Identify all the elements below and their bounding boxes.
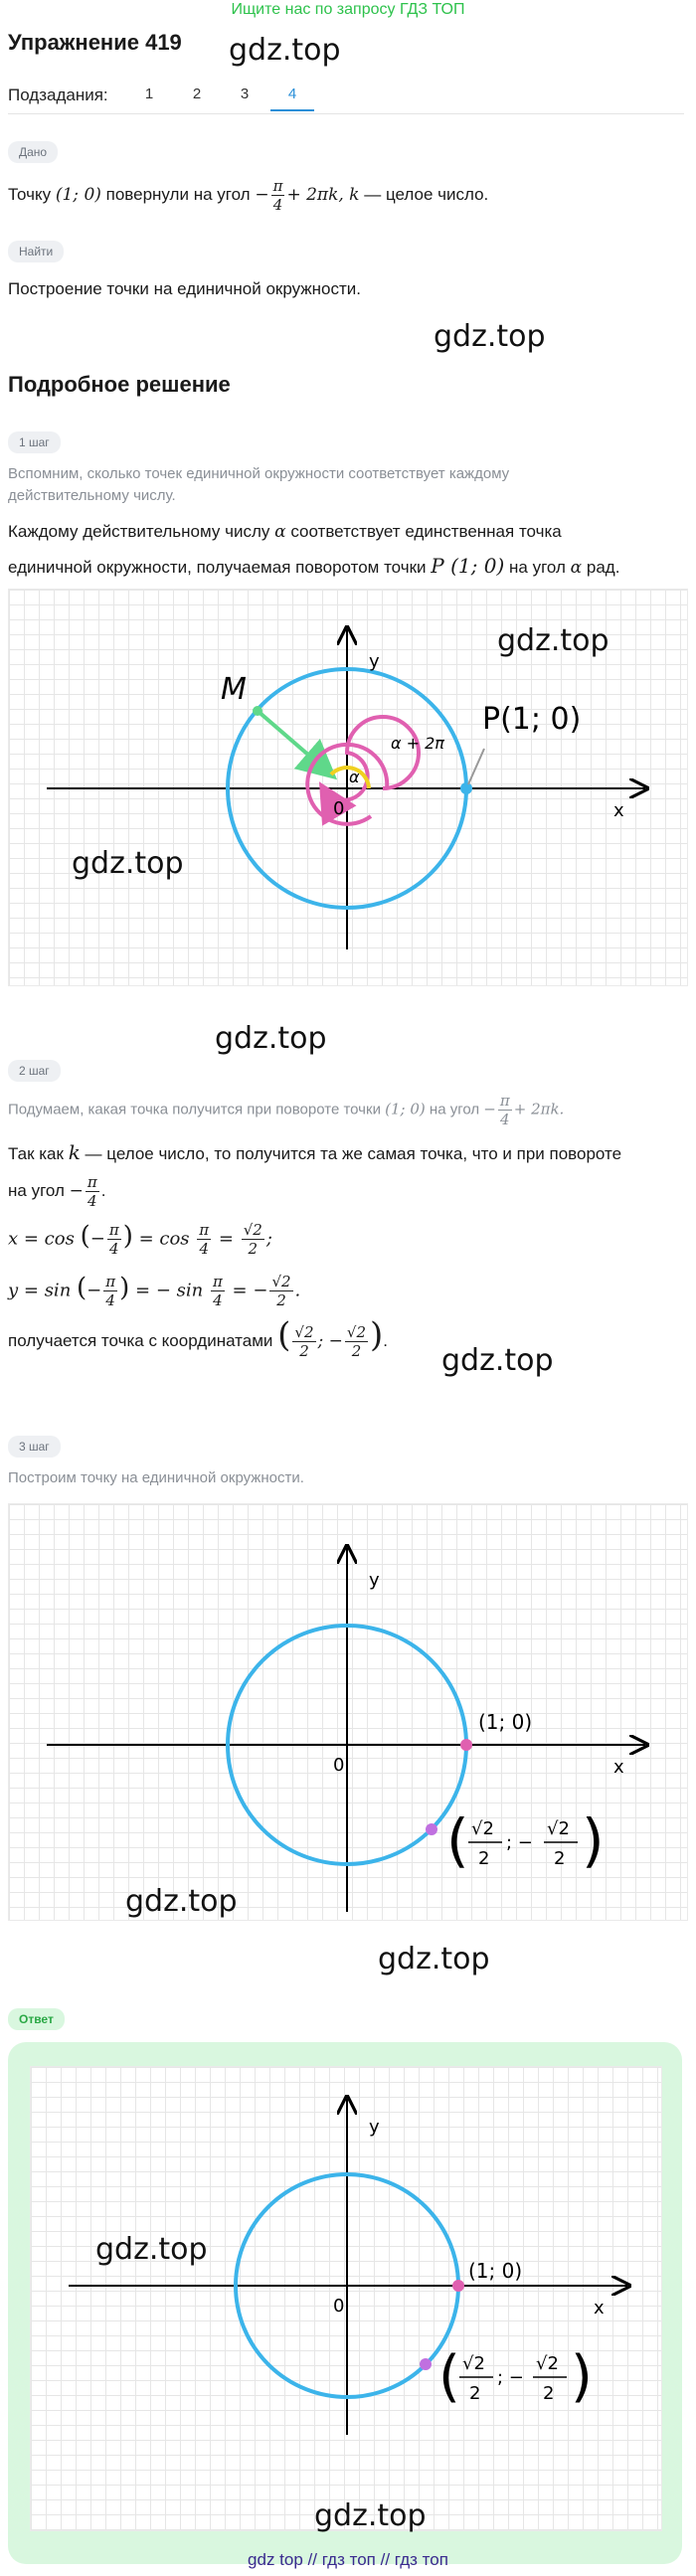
find-badge: Найти xyxy=(8,241,64,262)
svg-text:): ) xyxy=(571,2344,593,2409)
given-plus-term: + 2πk, k xyxy=(286,184,360,205)
label-point-1-0: (1; 0) xyxy=(478,1710,533,1734)
svg-text:(: ( xyxy=(438,2344,460,2409)
label-sqrt2-b: √2 xyxy=(547,1818,570,1839)
given-point: (1; 0) xyxy=(55,184,101,205)
footer-separator: // xyxy=(307,2550,317,2569)
answer-badge: Ответ xyxy=(8,2008,65,2030)
solution-title: Подробное решение xyxy=(8,372,231,397)
unit-circle-graph-2 xyxy=(8,1503,688,1921)
given-fraction: $\frac{\pi}{4}$ xyxy=(272,177,283,214)
label-point-1-0: (1; 0) xyxy=(468,2259,523,2283)
step1-badge: 1 шаг xyxy=(8,431,61,453)
step2-badge: 2 шаг xyxy=(8,1060,61,1082)
footer-link-1[interactable]: gdz top xyxy=(248,2550,303,2569)
point-P xyxy=(460,782,472,794)
subtask-tab-2[interactable]: 2 xyxy=(192,86,202,102)
label-y-axis: y xyxy=(369,2117,380,2138)
pointer-P xyxy=(468,749,484,784)
label-P: P(1; 0) xyxy=(482,702,582,737)
step2-line1: Так как k — целое число, то получится та же самая точка, что и при повороте xyxy=(8,1140,622,1164)
label-M: M xyxy=(221,672,247,707)
page-title: Упражнение 419 xyxy=(8,30,182,55)
svg-text:√2: √2 xyxy=(536,2353,559,2374)
label-origin: 0 xyxy=(333,798,345,819)
watermark: gdz.top xyxy=(497,623,609,658)
svg-text:; −: ; − xyxy=(497,2367,524,2388)
step1-line2: единичной окружности, получаемая поворотом точки P (1; 0) на угол α рад. xyxy=(8,554,620,578)
subtask-tab-3[interactable]: 3 xyxy=(240,86,250,102)
radius-vector xyxy=(258,711,331,774)
svg-text:√2: √2 xyxy=(462,2353,485,2374)
label-close-paren: ) xyxy=(582,1806,605,1874)
point-result xyxy=(420,2358,432,2370)
step3-badge: 3 шаг xyxy=(8,1436,61,1458)
label-y-axis: y xyxy=(369,1570,380,1591)
step2-x-equation: x = cos (− $\frac{\pi}{4}$ ) = cos $\frac{\pi}{4}$ = $\frac{√2}{2}$ ; xyxy=(8,1221,272,1258)
watermark: gdz.top xyxy=(378,1942,490,1976)
given-text-pre: Точку xyxy=(8,184,52,204)
given-badge: Дано xyxy=(8,141,58,163)
watermark: gdz.top xyxy=(95,2232,208,2267)
point-M xyxy=(253,706,262,716)
footer-link-2[interactable]: гдз топ xyxy=(321,2550,376,2569)
label-semicolon: ; − xyxy=(506,1832,533,1853)
step2-result: получается точка с координатами ( $\frac{√2}{2}$ ; − $\frac{√2}{2}$ ). xyxy=(8,1315,389,1361)
watermark: gdz.top xyxy=(125,1884,238,1919)
given-text xyxy=(8,177,488,214)
subtask-tab-4[interactable]: 4 xyxy=(270,78,314,111)
subtask-tab-1[interactable]: 1 xyxy=(144,86,154,102)
label-alpha: α xyxy=(349,768,360,786)
label-two-b: 2 xyxy=(554,1848,566,1869)
given-minus: − xyxy=(255,184,269,205)
point-result xyxy=(426,1823,437,1835)
footer-separator: // xyxy=(380,2550,391,2569)
label-x-axis: x xyxy=(613,1757,624,1778)
find-text: Построение точки на единичной окружности. xyxy=(8,279,362,298)
subtabs-divider xyxy=(8,113,684,114)
step1-hint: Вспомним, сколько точек единичной окружности соответствует каждому действительному числу. xyxy=(8,465,510,504)
label-open-paren: ( xyxy=(446,1806,469,1874)
footer-links xyxy=(0,2550,696,2570)
label-x-axis: x xyxy=(613,800,624,821)
label-two-a: 2 xyxy=(478,1848,490,1869)
given-text-mid: повернули на угол xyxy=(105,184,251,204)
unit-circle-graph-answer xyxy=(30,2066,662,2531)
step2-hint: Подумаем, какая точка получится при повороте точки (1; 0) на угол − $\frac{\pi}{4}$ + 2πk. xyxy=(8,1092,565,1128)
svg-text:2: 2 xyxy=(469,2383,481,2404)
svg-text:2: 2 xyxy=(543,2383,555,2404)
watermark: gdz.top xyxy=(441,1343,554,1378)
point-1-0 xyxy=(452,2280,464,2292)
label-sqrt2-a: √2 xyxy=(471,1818,494,1839)
label-angle: α + 2π xyxy=(391,734,444,753)
point-1-0 xyxy=(460,1739,472,1751)
step3-hint: Построим точку на единичной окружности. xyxy=(8,1469,304,1486)
watermark: gdz.top xyxy=(229,33,341,68)
watermark: gdz.top xyxy=(215,1021,327,1056)
watermark: gdz.top xyxy=(434,319,546,354)
subtasks-label: Подзадания: xyxy=(8,86,108,104)
top-banner[interactable]: Ищите нас по запросу ГДЗ ТОП xyxy=(231,1,465,18)
step2-y-equation: y = sin (− $\frac{\pi}{4}$ ) = − sin $\frac{\pi}{4}$ = − $\frac{√2}{2}$ . xyxy=(8,1273,301,1309)
watermark: gdz.top xyxy=(314,2498,427,2533)
label-y-axis: y xyxy=(369,651,380,672)
label-origin: 0 xyxy=(333,1755,345,1776)
given-text-post: — целое число. xyxy=(364,184,489,204)
label-origin: 0 xyxy=(333,2296,345,2317)
step1-line1: Каждому действительному числу α соответствует единственная точка xyxy=(8,522,562,542)
step2-line2: на угол − $\frac{\pi}{4}$ . xyxy=(8,1173,106,1210)
label-x-axis: x xyxy=(594,2298,605,2318)
footer-link-3[interactable]: гдз топ xyxy=(394,2550,448,2569)
watermark: gdz.top xyxy=(72,846,184,881)
